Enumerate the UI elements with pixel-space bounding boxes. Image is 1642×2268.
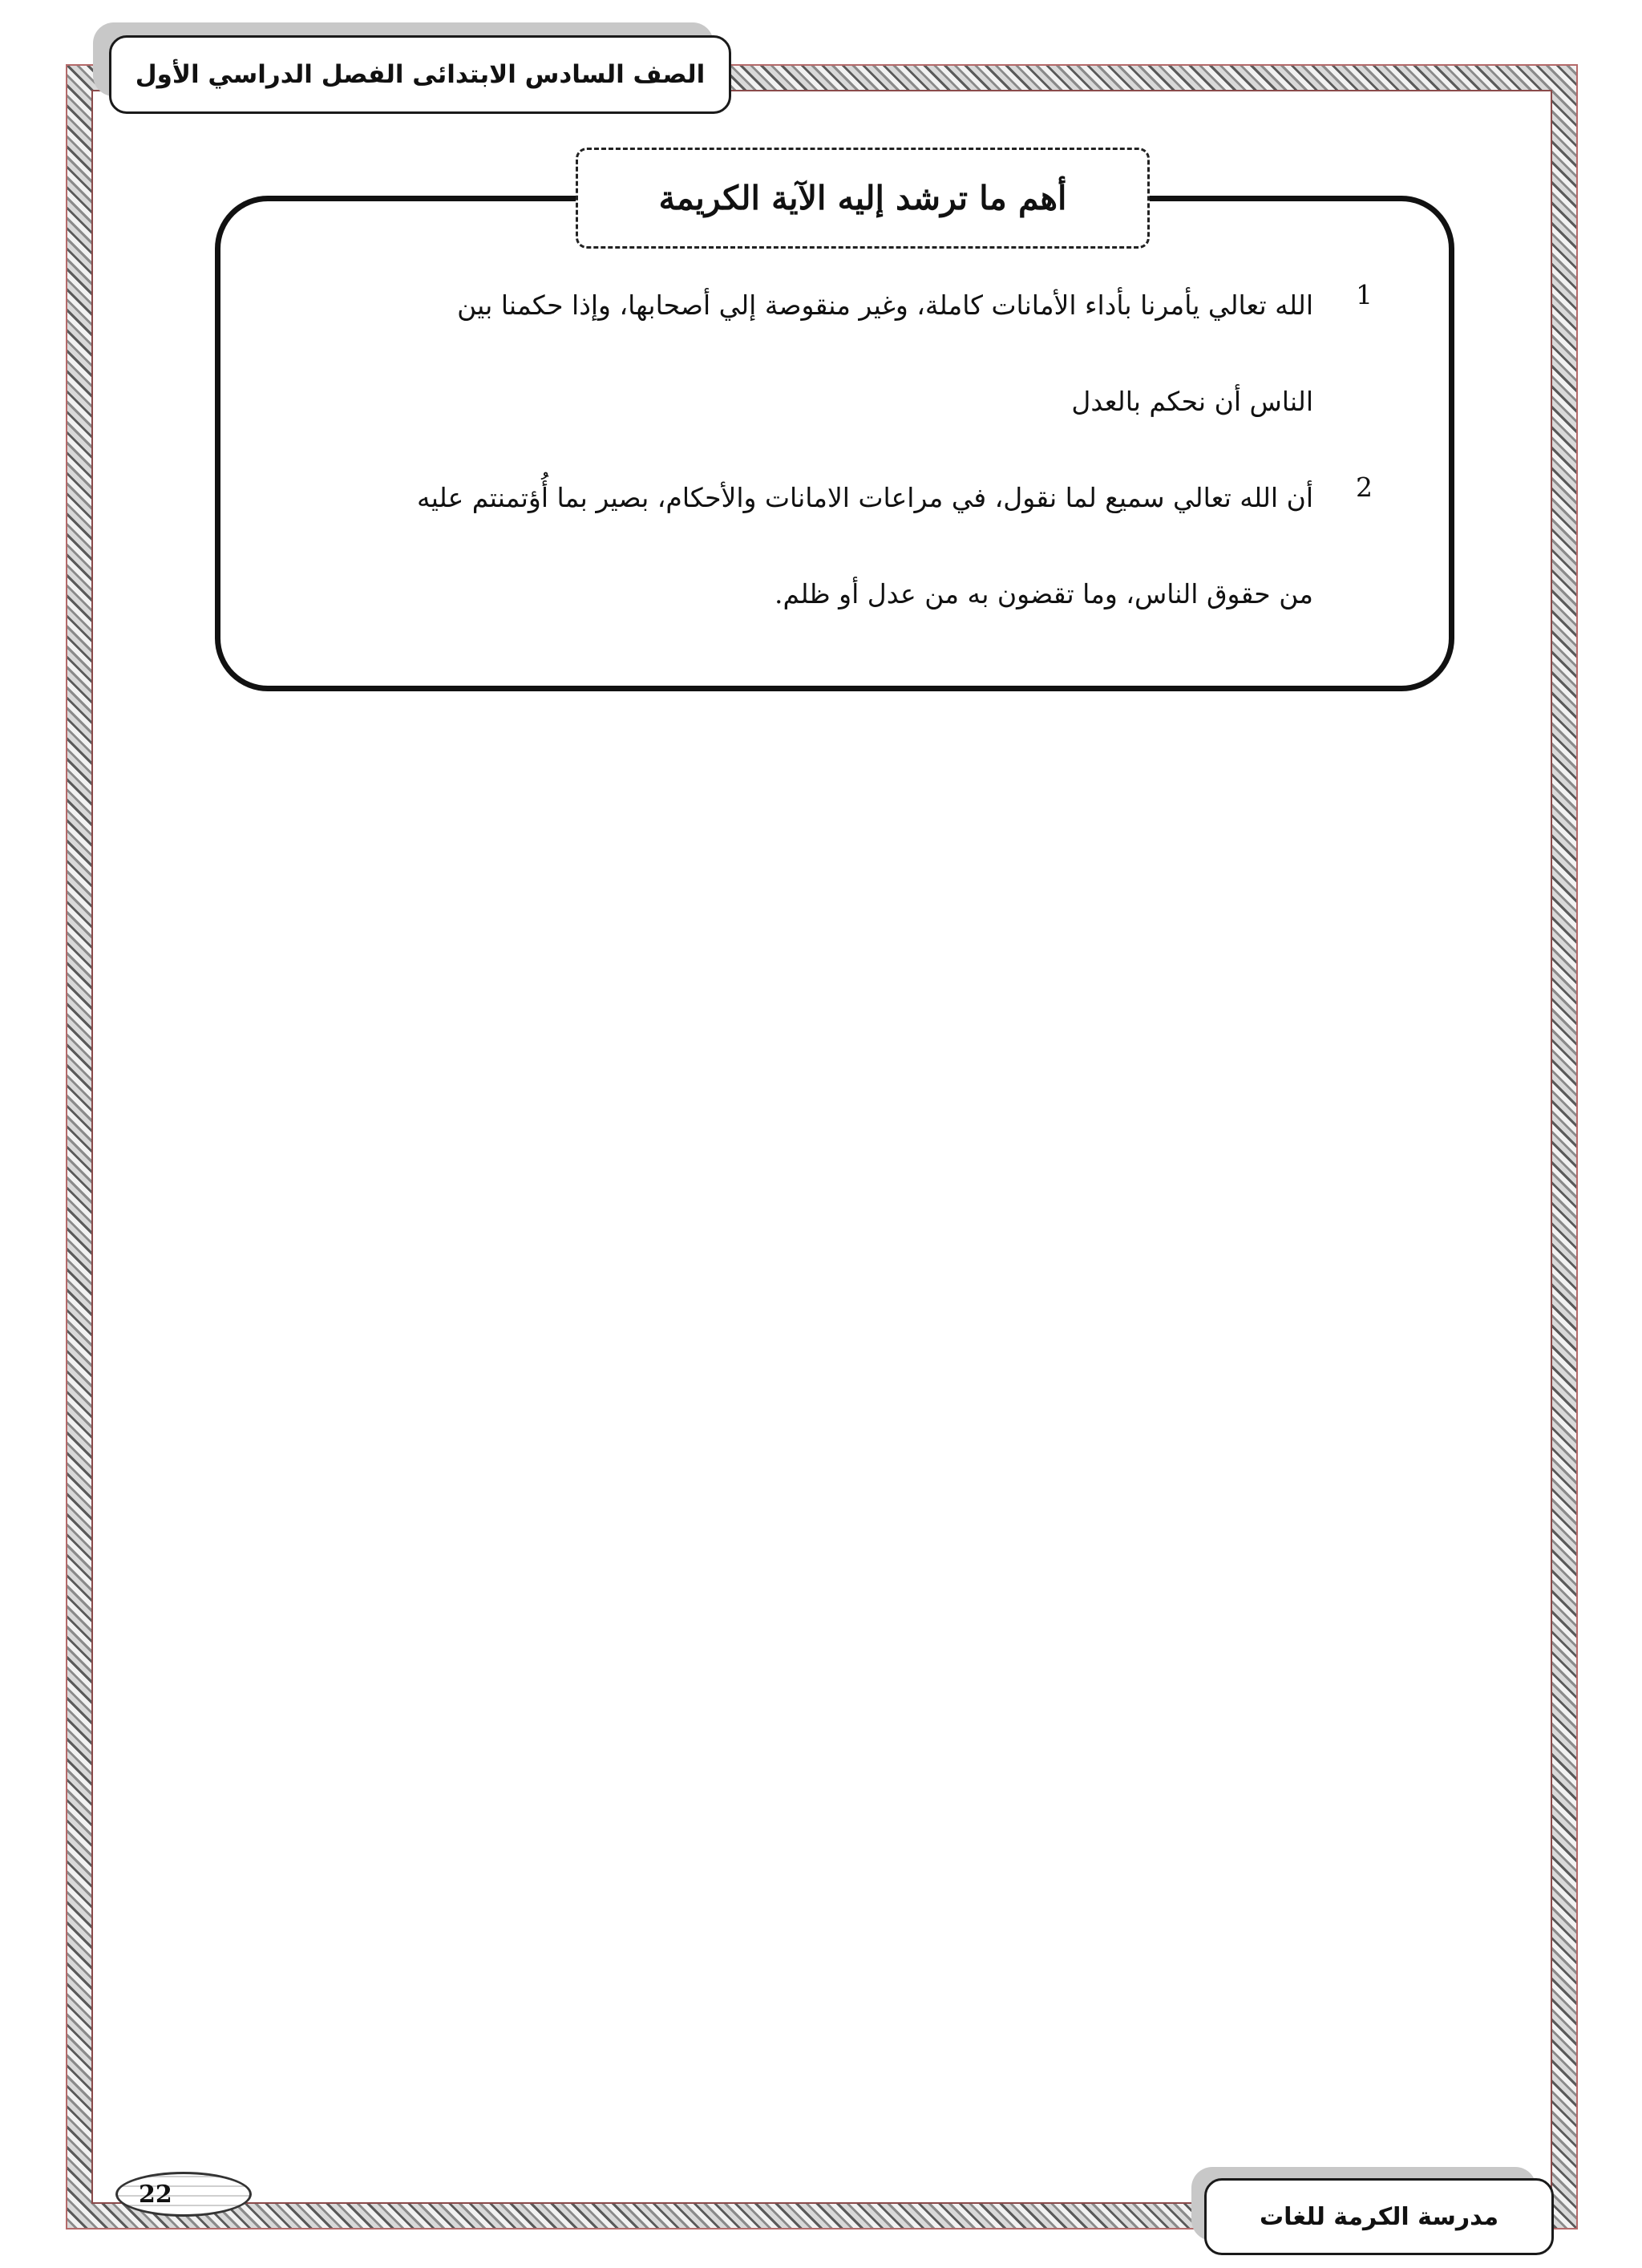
section-title: أهم ما ترشد إليه الآية الكريمة <box>576 148 1150 249</box>
list-item-line: الناس أن نحكم بالعدل <box>1071 386 1313 417</box>
school-name: مدرسة الكرمة للغات <box>1204 2178 1554 2255</box>
list-item <box>271 472 1373 664</box>
list-item-number: 2 <box>1356 472 1373 503</box>
header-title: الصف السادس الابتدائى الفصل الدراسي الأول <box>109 35 731 114</box>
list-item-number: 1 <box>1356 279 1373 310</box>
list-item <box>271 279 1373 472</box>
list-item-line: أن الله تعالي سميع لما نقول، في مراعات الامانات والأحكام، بصير بما أُؤتمنتم عليه <box>417 482 1313 513</box>
list-item-line: الله تعالي يأمرنا بأداء الأمانات كاملة، وغير منقوصة إلي أصحابها، وإذا حكمنا بين <box>457 290 1313 321</box>
page-number: 22 <box>115 2172 252 2217</box>
list-item-line: من حقوق الناس، وما تقضون به من عدل أو ظلم. <box>774 578 1313 610</box>
